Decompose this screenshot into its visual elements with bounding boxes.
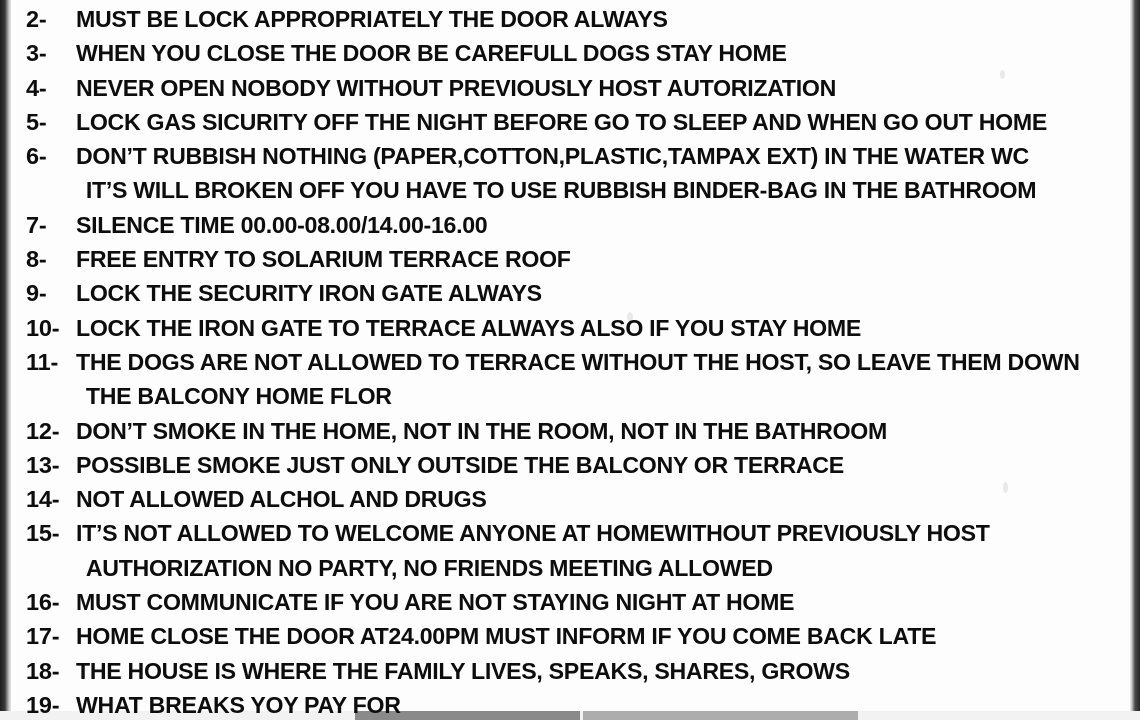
list-item bbox=[26, 619, 1116, 653]
rule-text-continued: THE BALCONY HOME FLOR bbox=[85, 383, 392, 410]
rule-number: 18- bbox=[26, 657, 60, 684]
list-item bbox=[26, 516, 1116, 550]
rule-text: MUST COMMUNICATE IF YOU ARE NOT STAYING NIGHT AT HOME bbox=[76, 589, 795, 616]
list-item bbox=[26, 36, 1116, 70]
rule-number: 13- bbox=[26, 451, 60, 478]
rule-text: FREE ENTRY TO SOLARIUM TERRACE ROOF bbox=[76, 246, 571, 273]
rule-text: SILENCE TIME 00.00-08.00/14.00-16.00 bbox=[76, 211, 488, 238]
rule-text: THE HOUSE IS WHERE THE FAMILY LIVES, SPEAKS, SHARES, GROWS bbox=[76, 657, 850, 684]
rule-number: 3- bbox=[26, 40, 47, 67]
rule-number: 6- bbox=[26, 143, 47, 170]
list-item bbox=[26, 139, 1116, 173]
rule-number: 12- bbox=[26, 417, 60, 444]
rule-text: POSSIBLE SMOKE JUST ONLY OUTSIDE THE BALCONY OR TERRACE bbox=[76, 451, 844, 478]
rule-text: DON’T SMOKE IN THE HOME, NOT IN THE ROOM, NOT IN THE BATHROOM bbox=[76, 417, 887, 444]
page-right-edge-shadow bbox=[1130, 0, 1140, 720]
rule-text-continued: IT’S WILL BROKEN OFF YOU HAVE TO USE RUBBISH BINDER-BAG IN THE BATHROOM bbox=[85, 177, 1037, 204]
rule-number: 5- bbox=[26, 108, 47, 135]
rule-number: 9- bbox=[26, 280, 47, 307]
list-item bbox=[26, 448, 1116, 482]
rule-number: 11- bbox=[26, 348, 59, 375]
list-item bbox=[26, 585, 1116, 619]
rule-number: 2- bbox=[26, 6, 47, 32]
list-item-continuation bbox=[26, 379, 1116, 413]
rule-text-continued: AUTHORIZATION NO PARTY, NO FRIENDS MEETING ALLOWED bbox=[85, 554, 773, 581]
list-item-continuation bbox=[26, 551, 1116, 585]
rule-text: HOME CLOSE THE DOOR AT24.00PM MUST INFORM IF YOU COME BACK LATE bbox=[76, 623, 937, 650]
list-item bbox=[26, 276, 1116, 310]
rule-text: DON’T RUBBISH NOTHING (PAPER,COTTON,PLASTIC,TAMPAX EXT) IN THE WATER WC bbox=[76, 143, 1029, 170]
rule-text: IT’S NOT ALLOWED TO WELCOME ANYONE AT HOMEWITHOUT PREVIOUSLY HOST bbox=[76, 520, 990, 547]
list-item bbox=[26, 2, 1116, 36]
rule-text: THE DOGS ARE NOT ALLOWED TO TERRACE WITHOUT THE HOST, SO LEAVE THEM DOWN bbox=[76, 348, 1080, 375]
rule-number: 15- bbox=[26, 520, 60, 547]
rule-number: 4- bbox=[26, 74, 47, 101]
list-item bbox=[26, 688, 1116, 720]
list-item-continuation bbox=[26, 173, 1116, 207]
rule-text: NOT ALLOWED ALCHOL AND DRUGS bbox=[76, 486, 487, 513]
rule-number: 8- bbox=[26, 246, 47, 273]
list-item bbox=[26, 345, 1116, 379]
rule-text: LOCK THE SECURITY IRON GATE ALWAYS bbox=[76, 280, 542, 307]
rule-number: 14- bbox=[26, 486, 60, 513]
rule-number: 7- bbox=[26, 211, 47, 238]
rule-text: WHAT BREAKS YOY PAY FOR bbox=[76, 691, 401, 718]
rule-number: 10- bbox=[26, 314, 60, 341]
list-item bbox=[26, 414, 1116, 448]
list-item bbox=[26, 242, 1116, 276]
rule-number: 16- bbox=[26, 589, 60, 616]
rule-text: LOCK THE IRON GATE TO TERRACE ALWAYS ALSO IF YOU STAY HOME bbox=[76, 314, 861, 341]
rules-list bbox=[26, 0, 1116, 720]
list-item bbox=[26, 71, 1116, 105]
page-left-edge-shadow bbox=[0, 0, 11, 720]
rule-text: MUST BE LOCK APPROPRIATELY THE DOOR ALWAYS bbox=[76, 6, 668, 32]
rule-number: 19- bbox=[26, 691, 60, 718]
rule-text: LOCK GAS SICURITY OFF THE NIGHT BEFORE GO TO SLEEP AND WHEN GO OUT HOME bbox=[76, 108, 1047, 135]
rule-number: 17- bbox=[26, 623, 60, 650]
rule-text: WHEN YOU CLOSE THE DOOR BE CAREFULL DOGS STAY HOME bbox=[76, 40, 787, 67]
list-item bbox=[26, 208, 1116, 242]
list-item bbox=[26, 105, 1116, 139]
list-item bbox=[26, 654, 1116, 688]
list-item bbox=[26, 311, 1116, 345]
list-item bbox=[26, 482, 1116, 516]
rule-text: NEVER OPEN NOBODY WITHOUT PREVIOUSLY HOST AUTORIZATION bbox=[76, 74, 837, 101]
